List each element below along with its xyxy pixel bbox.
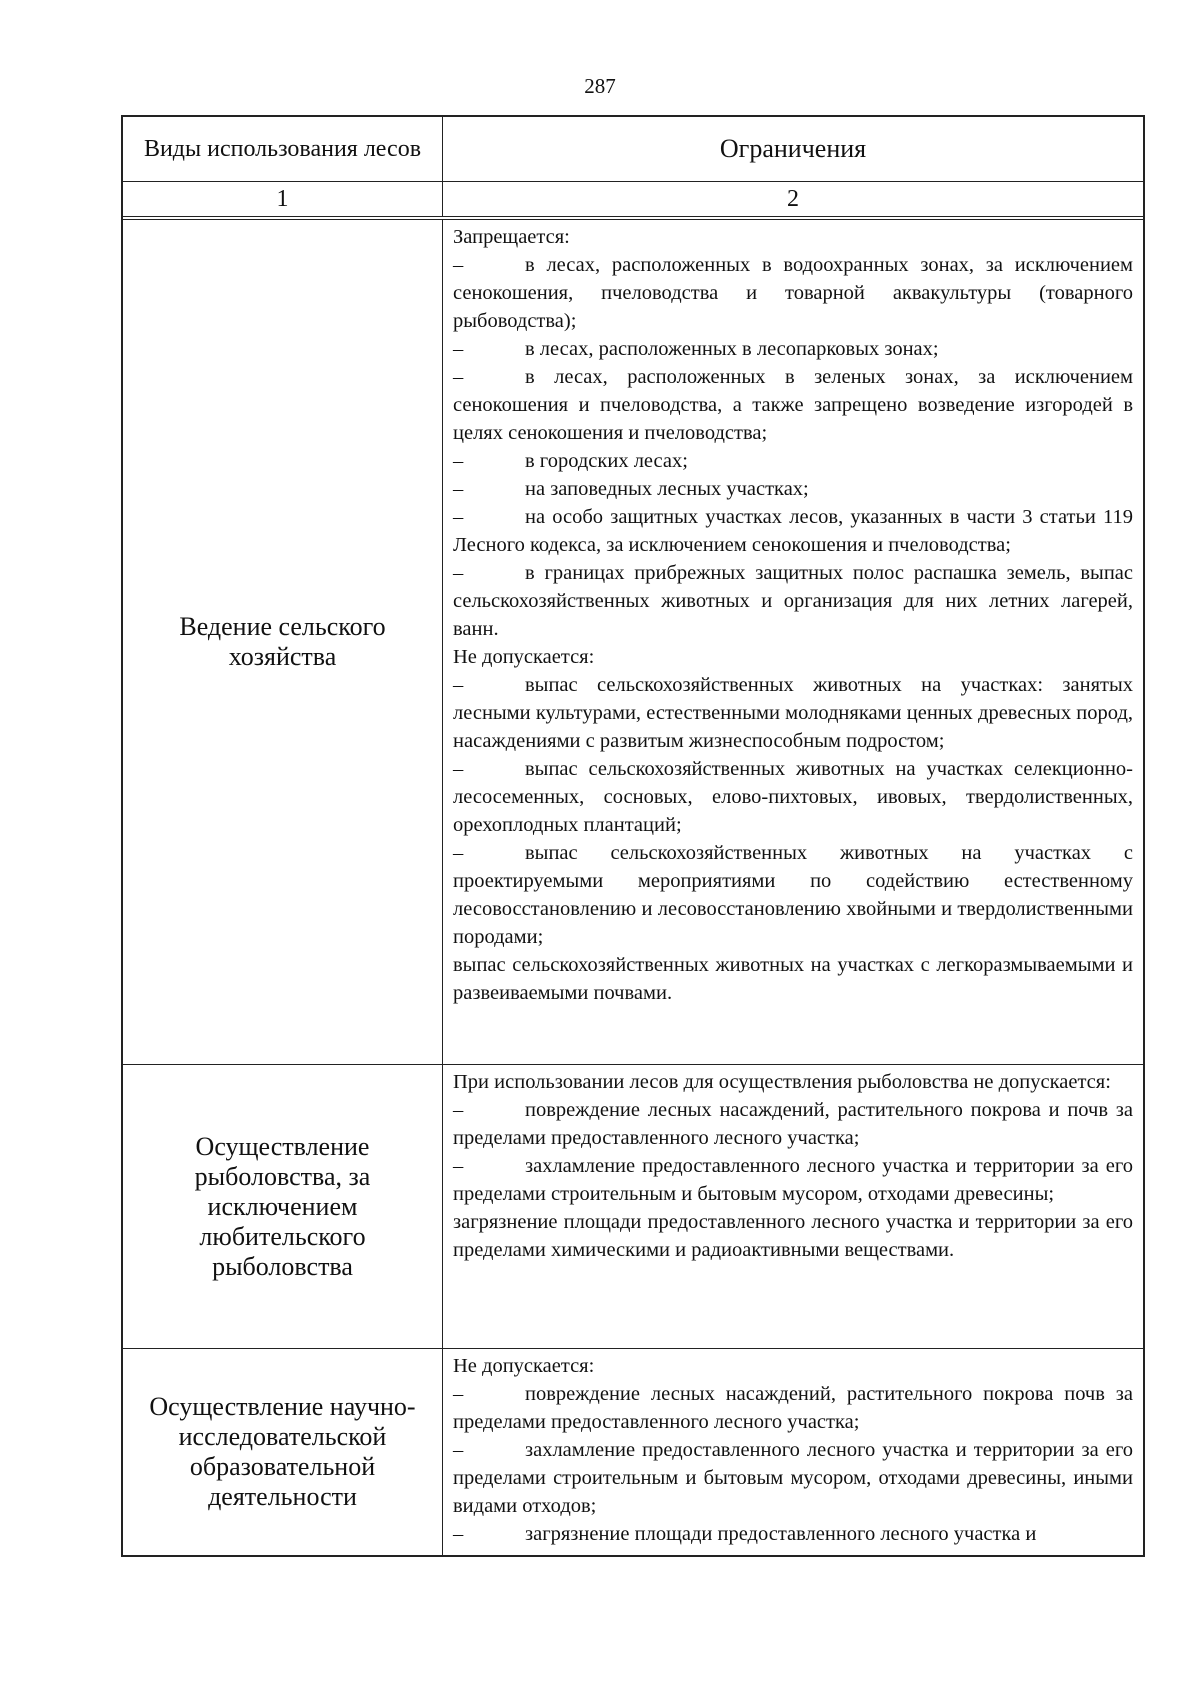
restriction-item: – захламление предоставленного лесного участка и территории за его пределами строительным и бытовым мусором, отходами древесины, иными видами отходов; bbox=[453, 1436, 1133, 1520]
restrictions-cell bbox=[443, 220, 1143, 1064]
dash-marker: – bbox=[453, 506, 464, 528]
dash-marker: – bbox=[453, 1383, 464, 1405]
restriction-item: – на особо защитных участках лесов, указанных в части 3 статьи 119 Лесного кодекса, за исключением сенокошения и пчеловодства; bbox=[453, 503, 1133, 559]
restrictions-table bbox=[121, 115, 1145, 1557]
page-number: 287 bbox=[584, 74, 616, 98]
dash-marker: – bbox=[453, 1523, 464, 1545]
dash-marker: – bbox=[453, 758, 464, 780]
column-numbers-row bbox=[123, 182, 1143, 220]
dash-marker: – bbox=[453, 842, 464, 864]
column-number-1: 1 bbox=[123, 182, 443, 216]
restriction-item: – выпас сельскохозяйственных животных на участках селекционно-лесосеменных, сосновых, елово-пихтовых, ивовых, твердолиственных, орехоплодных плантаций; bbox=[453, 755, 1133, 839]
restriction-intro: Не допускается: bbox=[453, 646, 595, 668]
dash-marker: – bbox=[453, 366, 464, 388]
restriction-item: – в границах прибрежных защитных полос распашка земель, выпас сельскохозяйственных животных и организация для них летних лагерей, ванн. bbox=[453, 559, 1133, 643]
dash-marker: – bbox=[453, 478, 464, 500]
column-number-2: 2 bbox=[787, 185, 799, 212]
dash-marker: – bbox=[453, 562, 464, 584]
restriction-intro: Не допускается: bbox=[453, 1355, 595, 1377]
restriction-item: выпас сельскохозяйственных животных на участках с легкоразмываемыми и развеиваемыми почвами. bbox=[453, 954, 1133, 1004]
restriction-item: загрязнение площади предоставленного лесного участка и территории за его пределами химическими и радиоактивными веществами. bbox=[453, 1211, 1133, 1261]
restriction-intro: Запрещается: bbox=[453, 226, 570, 248]
dash-marker: – bbox=[453, 254, 464, 276]
dash-marker: – bbox=[453, 1099, 464, 1121]
restriction-item: – в лесах, расположенных в водоохранных зонах, за исключением сенокошения, пчеловодства и товарной аквакультуры (товарного рыбоводства); bbox=[453, 251, 1133, 335]
table-header-row bbox=[123, 117, 1143, 182]
restrictions-cell bbox=[443, 1349, 1143, 1555]
header-col-forest-use: Виды использования лесов bbox=[123, 117, 443, 181]
restriction-item: – в лесах, расположенных в зеленых зонах, за исключением сенокошения и пчеловодства, а также запрещено возведение изгородей в целях сенокошения и пчеловодства; bbox=[453, 363, 1133, 447]
dash-marker: – bbox=[453, 1155, 464, 1177]
header-col-restrictions: Ограничения bbox=[719, 134, 867, 163]
restriction-item: – в лесах, расположенных в лесопарковых зонах; bbox=[453, 335, 1133, 363]
forest-use-type: Ведение сельского хозяйства bbox=[123, 220, 443, 1064]
table-row bbox=[123, 1065, 1143, 1349]
forest-use-type: Осуществление научно-исследовательской образовательной деятельности bbox=[123, 1349, 443, 1555]
restrictions-cell bbox=[443, 1065, 1143, 1348]
restriction-item: – выпас сельскохозяйственных животных на участках: занятых лесными культурами, естественными молодняками ценных древесных пород, насаждениями с развитым жизнеспособным подростом; bbox=[453, 671, 1133, 755]
dash-marker: – bbox=[453, 674, 464, 696]
table-row bbox=[123, 220, 1143, 1065]
dash-marker: – bbox=[453, 1439, 464, 1461]
forest-use-type: Осуществление рыболовства, за исключением любительского рыболовства bbox=[123, 1065, 443, 1348]
restriction-item: – загрязнение площади предоставленного лесного участка и bbox=[453, 1520, 1133, 1548]
dash-marker: – bbox=[453, 450, 464, 472]
restriction-item: – повреждение лесных насаждений, растительного покрова и почв за пределами предоставленного лесного участка; bbox=[453, 1096, 1133, 1152]
table-row bbox=[123, 1349, 1143, 1555]
restriction-intro: При использовании лесов для осуществления рыболовства не допускается: bbox=[453, 1071, 1111, 1093]
restriction-item: – выпас сельскохозяйственных животных на участках с проектируемыми мероприятиями по содействию естественному лесовосстановлению и лесовосстановлению хвойными и твердолиственными породами; bbox=[453, 839, 1133, 951]
restriction-item: – на заповедных лесных участках; bbox=[453, 475, 1133, 503]
dash-marker: – bbox=[453, 338, 464, 360]
restriction-item: – в городских лесах; bbox=[453, 447, 1133, 475]
restriction-item: – повреждение лесных насаждений, растительного покрова почв за пределами предоставленного лесного участка; bbox=[453, 1380, 1133, 1436]
restriction-item: – захламление предоставленного лесного участка и территории за его пределами строительным и бытовым мусором, отходами древесины; bbox=[453, 1152, 1133, 1208]
